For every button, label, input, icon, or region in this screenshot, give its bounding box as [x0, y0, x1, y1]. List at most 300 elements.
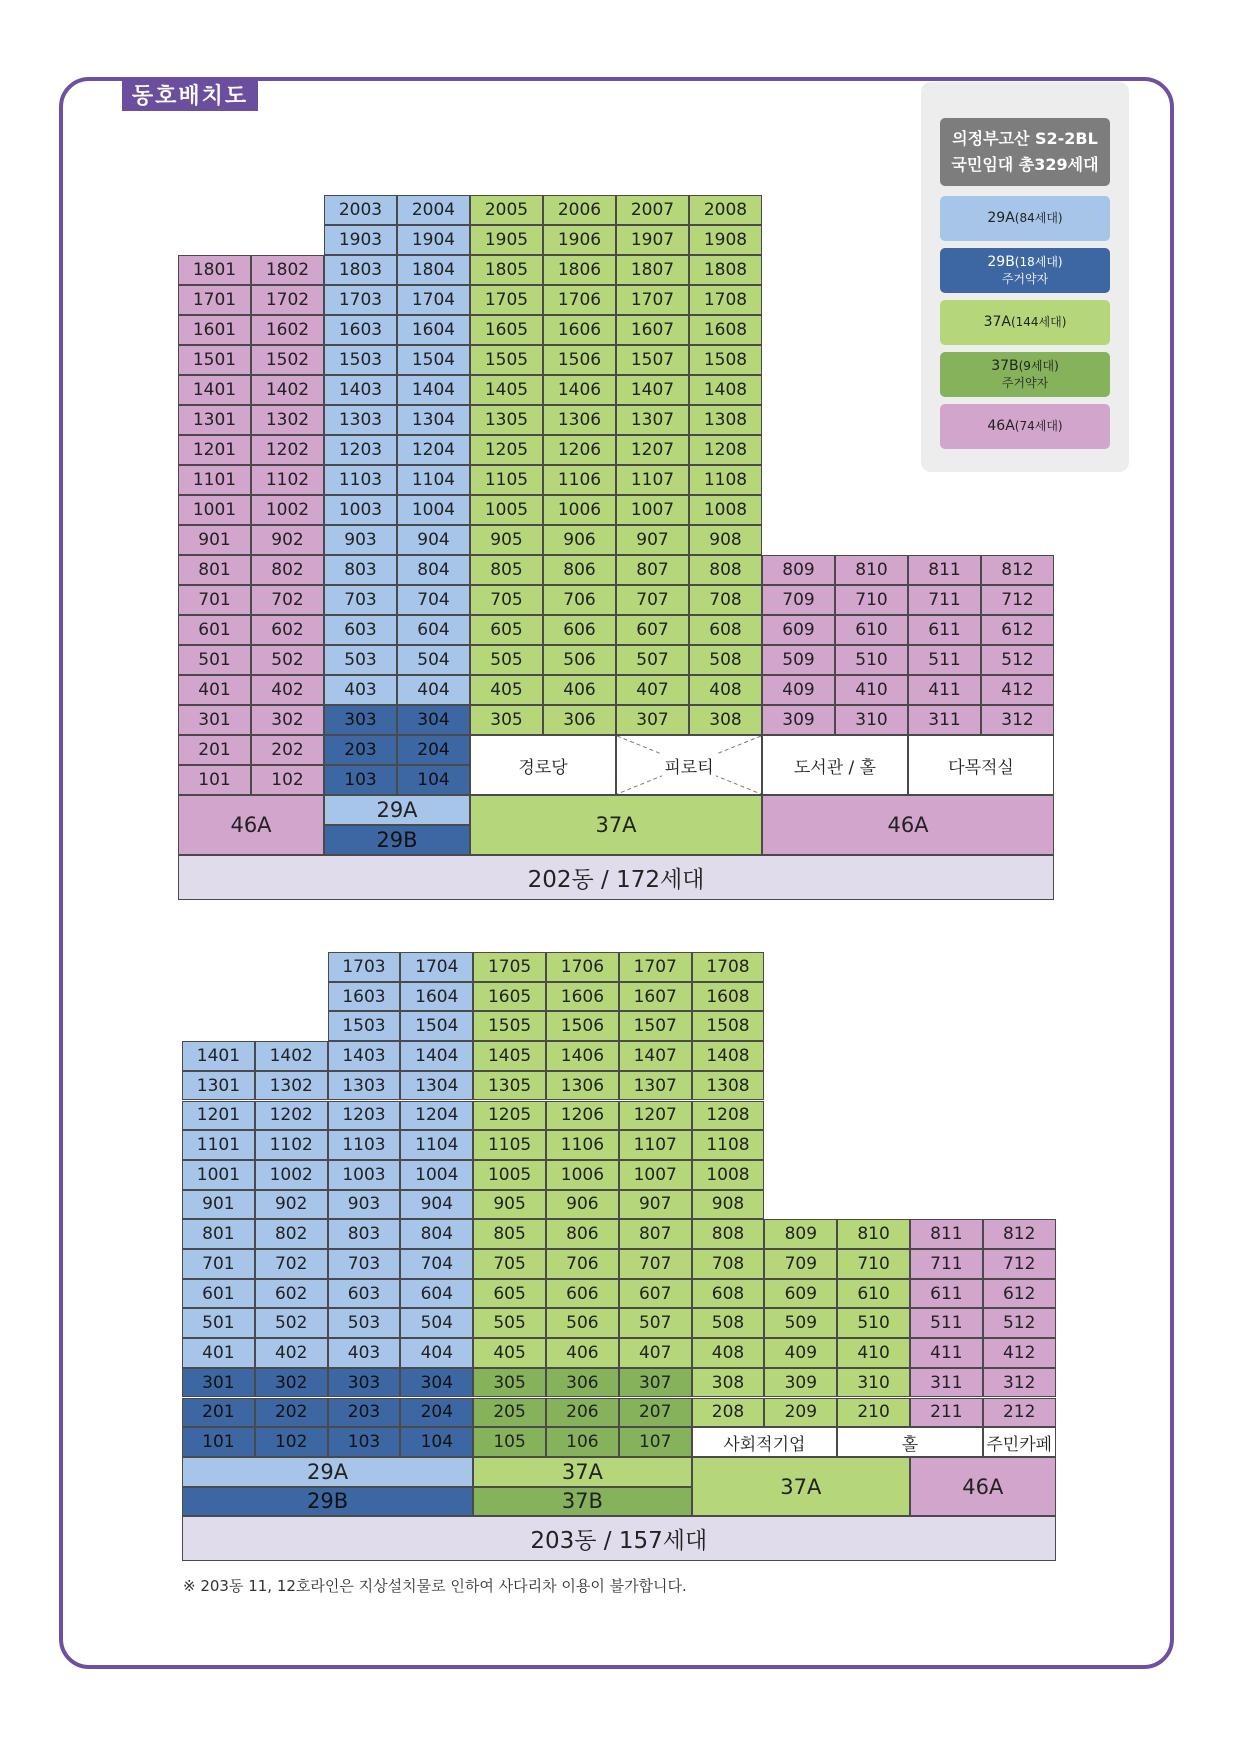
unit-cell: 404 [400, 1338, 473, 1368]
legend-item-37b [940, 352, 1110, 397]
legend-item-label: 37B(9세대) [991, 357, 1059, 374]
unit-cell: 1003 [324, 495, 397, 525]
unit-cell: 703 [328, 1249, 401, 1279]
unit-cell: 604 [400, 1279, 473, 1309]
unit-cell: 704 [400, 1249, 473, 1279]
unit-cell: 311 [910, 1368, 983, 1398]
unit-cell: 903 [324, 525, 397, 555]
type-label: 29B [324, 825, 470, 855]
unit-cell: 303 [324, 705, 397, 735]
unit-cell: 1308 [692, 1071, 765, 1101]
unit-cell: 1503 [324, 345, 397, 375]
unit-cell: 512 [983, 1308, 1056, 1338]
unit-cell: 605 [473, 1279, 546, 1309]
unit-cell: 2003 [324, 195, 397, 225]
unit-cell: 208 [692, 1398, 765, 1428]
unit-cell: 1601 [178, 315, 251, 345]
unit-cell: 811 [910, 1219, 983, 1249]
unit-cell: 602 [255, 1279, 328, 1309]
unit-cell: 1202 [251, 435, 324, 465]
legend-item-29a [940, 196, 1110, 241]
unit-cell: 1802 [251, 255, 324, 285]
unit-cell: 202 [255, 1398, 328, 1428]
building-total: 202동 / 172세대 [178, 855, 1054, 900]
unit-cell: 405 [473, 1338, 546, 1368]
unit-cell: 701 [182, 1249, 255, 1279]
unit-cell: 1706 [543, 285, 616, 315]
unit-cell: 606 [546, 1279, 619, 1309]
unit-cell: 311 [908, 705, 981, 735]
unit-cell: 1006 [543, 495, 616, 525]
unit-cell: 805 [470, 555, 543, 585]
unit-cell: 202 [251, 735, 324, 765]
legend-item-count: (18세대) [1014, 254, 1063, 269]
unit-cell: 602 [251, 615, 324, 645]
unit-cell: 1107 [616, 465, 689, 495]
unit-cell: 1406 [546, 1041, 619, 1071]
unit-cell: 1904 [397, 225, 470, 255]
unit-cell: 803 [324, 555, 397, 585]
unit-cell: 1101 [178, 465, 251, 495]
unit-cell: 1707 [619, 952, 692, 982]
unit-cell: 603 [328, 1279, 401, 1309]
unit-cell: 1007 [616, 495, 689, 525]
unit-cell: 504 [400, 1308, 473, 1338]
unit-cell: 302 [255, 1368, 328, 1398]
unit-cell: 1706 [546, 952, 619, 982]
unit-cell: 702 [251, 585, 324, 615]
unit-cell: 401 [182, 1338, 255, 1368]
unit-cell: 908 [689, 525, 762, 555]
unit-cell: 508 [692, 1308, 765, 1338]
unit-cell: 1306 [546, 1071, 619, 1101]
unit-cell: 1405 [473, 1041, 546, 1071]
unit-cell: 808 [689, 555, 762, 585]
legend-title [940, 118, 1110, 186]
unit-cell: 312 [983, 1368, 1056, 1398]
unit-cell: 1006 [546, 1160, 619, 1190]
footnote: ※ 203동 11, 12호라인은 지상설치물로 인하여 사다리차 이용이 불가합니다. [183, 1577, 687, 1595]
unit-cell: 1008 [689, 495, 762, 525]
unit-cell: 1508 [689, 345, 762, 375]
unit-cell: 612 [983, 1279, 1056, 1309]
unit-cell: 1606 [546, 982, 619, 1012]
unit-cell: 104 [400, 1427, 473, 1457]
type-label: 37A [470, 795, 762, 855]
unit-cell: 1808 [689, 255, 762, 285]
unit-cell: 1701 [178, 285, 251, 315]
type-label: 29B [182, 1487, 473, 1517]
unit-cell: 501 [178, 645, 251, 675]
unit-cell: 1307 [616, 405, 689, 435]
unit-cell: 608 [692, 1279, 765, 1309]
unit-cell: 1305 [473, 1071, 546, 1101]
unit-cell: 1206 [543, 435, 616, 465]
unit-cell: 409 [762, 675, 835, 705]
unit-cell: 1203 [328, 1101, 401, 1131]
unit-cell: 1501 [178, 345, 251, 375]
unit-cell: 1104 [400, 1130, 473, 1160]
legend-item-46a [940, 404, 1110, 449]
unit-cell: 610 [835, 615, 908, 645]
unit-cell: 307 [616, 705, 689, 735]
unit-cell: 601 [182, 1279, 255, 1309]
unit-cell: 802 [251, 555, 324, 585]
unit-cell: 1104 [397, 465, 470, 495]
piloti-label: 피로티 [662, 753, 715, 778]
unit-cell: 1108 [689, 465, 762, 495]
unit-cell: 310 [837, 1368, 910, 1398]
legend-item-count: (84세대) [1014, 211, 1063, 225]
unit-cell: 410 [835, 675, 908, 705]
unit-cell: 102 [255, 1427, 328, 1457]
unit-cell: 1201 [178, 435, 251, 465]
unit-cell: 1207 [616, 435, 689, 465]
unit-cell: 705 [473, 1249, 546, 1279]
unit-cell: 710 [837, 1249, 910, 1279]
unit-cell: 1703 [324, 285, 397, 315]
unit-cell: 2004 [397, 195, 470, 225]
legend-title-line2: 국민임대 총329세대 [951, 155, 1099, 174]
unit-cell: 1805 [470, 255, 543, 285]
unit-cell: 1801 [178, 255, 251, 285]
unit-cell: 806 [543, 555, 616, 585]
unit-cell: 1202 [255, 1101, 328, 1131]
type-label: 37A [473, 1457, 691, 1487]
unit-cell: 1903 [324, 225, 397, 255]
unit-cell: 709 [764, 1249, 837, 1279]
unit-cell: 1308 [689, 405, 762, 435]
unit-cell: 1603 [324, 315, 397, 345]
unit-cell: 1504 [400, 1011, 473, 1041]
unit-cell: 1502 [251, 345, 324, 375]
unit-cell: 1304 [397, 405, 470, 435]
unit-cell: 212 [983, 1398, 1056, 1428]
unit-cell: 1907 [616, 225, 689, 255]
unit-cell: 901 [178, 525, 251, 555]
unit-cell: 1007 [619, 1160, 692, 1190]
legend-item-count: (144세대) [1010, 315, 1067, 329]
unit-cell: 604 [397, 615, 470, 645]
unit-cell: 512 [981, 645, 1054, 675]
unit-cell: 306 [546, 1368, 619, 1398]
unit-cell: 1503 [328, 1011, 401, 1041]
unit-cell: 106 [546, 1427, 619, 1457]
unit-cell: 1505 [470, 345, 543, 375]
unit-cell: 210 [837, 1398, 910, 1428]
unit-cell: 1507 [619, 1011, 692, 1041]
unit-cell: 303 [328, 1368, 401, 1398]
unit-cell: 510 [835, 645, 908, 675]
unit-cell: 1704 [400, 952, 473, 982]
unit-cell: 1507 [616, 345, 689, 375]
unit-cell: 905 [470, 525, 543, 555]
unit-cell: 1402 [251, 375, 324, 405]
unit-cell: 707 [616, 585, 689, 615]
unit-cell: 409 [764, 1338, 837, 1368]
unit-cell: 505 [473, 1308, 546, 1338]
unit-cell: 1803 [324, 255, 397, 285]
unit-cell: 710 [835, 585, 908, 615]
unit-cell: 1806 [543, 255, 616, 285]
unit-cell: 402 [255, 1338, 328, 1368]
unit-cell: 907 [616, 525, 689, 555]
unit-cell: 1608 [689, 315, 762, 345]
unit-cell: 404 [397, 675, 470, 705]
unit-cell: 508 [689, 645, 762, 675]
legend-item-label: 37A(144세대) [983, 314, 1067, 330]
unit-cell: 308 [692, 1368, 765, 1398]
unit-cell: 811 [908, 555, 981, 585]
unit-cell: 101 [182, 1427, 255, 1457]
unit-cell: 903 [328, 1190, 401, 1220]
unit-cell: 605 [470, 615, 543, 645]
unit-cell: 205 [473, 1398, 546, 1428]
unit-cell: 1403 [324, 375, 397, 405]
unit-cell: 307 [619, 1368, 692, 1398]
unit-cell: 411 [910, 1338, 983, 1368]
unit-cell: 408 [692, 1338, 765, 1368]
unit-cell: 1403 [328, 1041, 401, 1071]
unit-cell: 703 [324, 585, 397, 615]
unit-cell: 1204 [397, 435, 470, 465]
unit-cell: 506 [543, 645, 616, 675]
unit-cell: 2005 [470, 195, 543, 225]
unit-cell: 501 [182, 1308, 255, 1338]
unit-cell: 1205 [470, 435, 543, 465]
unit-cell: 304 [400, 1368, 473, 1398]
unit-cell: 1705 [470, 285, 543, 315]
unit-cell: 1001 [178, 495, 251, 525]
unit-cell: 803 [328, 1219, 401, 1249]
unit-cell: 408 [689, 675, 762, 705]
unit-cell: 204 [400, 1398, 473, 1428]
unit-cell: 301 [178, 705, 251, 735]
unit-cell: 1002 [251, 495, 324, 525]
unit-cell: 203 [328, 1398, 401, 1428]
unit-cell: 305 [470, 705, 543, 735]
unit-cell: 407 [619, 1338, 692, 1368]
unit-cell: 1306 [543, 405, 616, 435]
unit-cell: 704 [397, 585, 470, 615]
legend-item-label: 46A(74세대) [987, 418, 1063, 434]
unit-cell: 1107 [619, 1130, 692, 1160]
unit-cell: 1707 [616, 285, 689, 315]
unit-cell: 712 [983, 1249, 1056, 1279]
piloti-cell [616, 735, 762, 795]
unit-cell: 1001 [182, 1160, 255, 1190]
unit-cell: 609 [762, 615, 835, 645]
unit-cell: 1103 [328, 1130, 401, 1160]
unit-cell: 211 [910, 1398, 983, 1428]
unit-cell: 103 [324, 765, 397, 795]
unit-cell: 1408 [692, 1041, 765, 1071]
unit-cell: 1506 [546, 1011, 619, 1041]
legend-item-note: 주거약자 [1001, 375, 1049, 390]
type-label: 37B [473, 1487, 691, 1517]
unit-cell: 712 [981, 585, 1054, 615]
unit-cell: 1705 [473, 952, 546, 982]
unit-cell: 411 [908, 675, 981, 705]
unit-cell: 402 [251, 675, 324, 705]
legend-item-label: 29A(84세대) [987, 210, 1063, 226]
unit-cell: 407 [616, 675, 689, 705]
unit-cell: 507 [616, 645, 689, 675]
section-title: 동호배치도 [122, 78, 258, 111]
legend-item-label: 29B(18세대) [987, 253, 1063, 270]
unit-cell: 503 [324, 645, 397, 675]
unit-cell: 308 [689, 705, 762, 735]
unit-cell: 1305 [470, 405, 543, 435]
amenity-cell: 도서관 / 홀 [762, 735, 908, 795]
unit-cell: 810 [835, 555, 908, 585]
unit-cell: 2008 [689, 195, 762, 225]
unit-cell: 507 [619, 1308, 692, 1338]
unit-cell: 502 [251, 645, 324, 675]
unit-cell: 412 [981, 675, 1054, 705]
unit-cell: 511 [908, 645, 981, 675]
unit-cell: 1003 [328, 1160, 401, 1190]
unit-cell: 1105 [470, 465, 543, 495]
unit-cell: 102 [251, 765, 324, 795]
unit-cell: 209 [764, 1398, 837, 1428]
unit-cell: 904 [397, 525, 470, 555]
unit-cell: 101 [178, 765, 251, 795]
amenity-cell: 다목적실 [908, 735, 1054, 795]
unit-cell: 1004 [400, 1160, 473, 1190]
type-label: 37A [692, 1457, 910, 1516]
unit-cell: 611 [908, 615, 981, 645]
unit-cell: 1804 [397, 255, 470, 285]
unit-cell: 206 [546, 1398, 619, 1428]
amenity-cell: 경로당 [470, 735, 616, 795]
unit-cell: 1102 [251, 465, 324, 495]
unit-cell: 608 [689, 615, 762, 645]
unit-cell: 1106 [546, 1130, 619, 1160]
unit-cell: 902 [251, 525, 324, 555]
unit-cell: 806 [546, 1219, 619, 1249]
unit-cell: 1008 [692, 1160, 765, 1190]
unit-cell: 809 [764, 1219, 837, 1249]
unit-cell: 301 [182, 1368, 255, 1398]
unit-cell: 103 [328, 1427, 401, 1457]
unit-cell: 1905 [470, 225, 543, 255]
unit-cell: 1408 [689, 375, 762, 405]
unit-cell: 1603 [328, 982, 401, 1012]
type-label: 46A [910, 1457, 1056, 1516]
unit-cell: 1204 [400, 1101, 473, 1131]
legend-item-29b [940, 248, 1110, 293]
unit-cell: 1505 [473, 1011, 546, 1041]
unit-cell: 1108 [692, 1130, 765, 1160]
unit-cell: 606 [543, 615, 616, 645]
unit-cell: 812 [983, 1219, 1056, 1249]
unit-cell: 802 [255, 1219, 328, 1249]
unit-cell: 901 [182, 1190, 255, 1220]
unit-cell: 1607 [616, 315, 689, 345]
unit-cell: 403 [328, 1338, 401, 1368]
legend-title-line1: 의정부고산 S2-2BL [952, 129, 1098, 148]
unit-cell: 1402 [255, 1041, 328, 1071]
unit-cell: 1407 [619, 1041, 692, 1071]
unit-cell: 1307 [619, 1071, 692, 1101]
unit-cell: 203 [324, 735, 397, 765]
unit-cell: 1604 [400, 982, 473, 1012]
unit-cell: 706 [543, 585, 616, 615]
unit-cell: 410 [837, 1338, 910, 1368]
unit-cell: 812 [981, 555, 1054, 585]
unit-cell: 107 [619, 1427, 692, 1457]
amenity-cell: 주민카페 [983, 1427, 1056, 1457]
unit-cell: 403 [324, 675, 397, 705]
unit-cell: 1605 [473, 982, 546, 1012]
unit-cell: 312 [981, 705, 1054, 735]
unit-cell: 1602 [251, 315, 324, 345]
unit-cell: 701 [178, 585, 251, 615]
unit-cell: 510 [837, 1308, 910, 1338]
unit-cell: 405 [470, 675, 543, 705]
legend-item-note: 주거약자 [1001, 271, 1049, 286]
unit-cell: 1607 [619, 982, 692, 1012]
unit-cell: 1703 [328, 952, 401, 982]
unit-cell: 902 [255, 1190, 328, 1220]
unit-cell: 2007 [616, 195, 689, 225]
unit-cell: 705 [470, 585, 543, 615]
unit-cell: 1004 [397, 495, 470, 525]
unit-cell: 401 [178, 675, 251, 705]
unit-cell: 310 [835, 705, 908, 735]
unit-cell: 905 [473, 1190, 546, 1220]
unit-cell: 201 [182, 1398, 255, 1428]
unit-cell: 804 [397, 555, 470, 585]
unit-cell: 1102 [255, 1130, 328, 1160]
unit-cell: 1708 [689, 285, 762, 315]
unit-cell: 611 [910, 1279, 983, 1309]
unit-cell: 906 [546, 1190, 619, 1220]
unit-cell: 607 [619, 1279, 692, 1309]
unit-cell: 204 [397, 735, 470, 765]
unit-cell: 1208 [689, 435, 762, 465]
unit-cell: 1604 [397, 315, 470, 345]
unit-cell: 1301 [182, 1071, 255, 1101]
unit-cell: 1005 [473, 1160, 546, 1190]
unit-cell: 711 [908, 585, 981, 615]
unit-cell: 509 [762, 645, 835, 675]
unit-cell: 1303 [324, 405, 397, 435]
unit-cell: 1401 [182, 1041, 255, 1071]
unit-cell: 511 [910, 1308, 983, 1338]
unit-cell: 601 [178, 615, 251, 645]
unit-cell: 412 [983, 1338, 1056, 1368]
unit-cell: 810 [837, 1219, 910, 1249]
building-total: 203동 / 157세대 [182, 1516, 1056, 1561]
unit-cell: 1301 [178, 405, 251, 435]
unit-cell: 1401 [178, 375, 251, 405]
unit-cell: 906 [543, 525, 616, 555]
unit-cell: 702 [255, 1249, 328, 1279]
unit-cell: 711 [910, 1249, 983, 1279]
unit-cell: 1002 [255, 1160, 328, 1190]
unit-cell: 309 [764, 1368, 837, 1398]
unit-cell: 505 [470, 645, 543, 675]
unit-cell: 709 [762, 585, 835, 615]
unit-cell: 1005 [470, 495, 543, 525]
unit-cell: 406 [546, 1338, 619, 1368]
unit-cell: 609 [764, 1279, 837, 1309]
unit-cell: 1207 [619, 1101, 692, 1131]
unit-cell: 304 [397, 705, 470, 735]
unit-cell: 1908 [689, 225, 762, 255]
